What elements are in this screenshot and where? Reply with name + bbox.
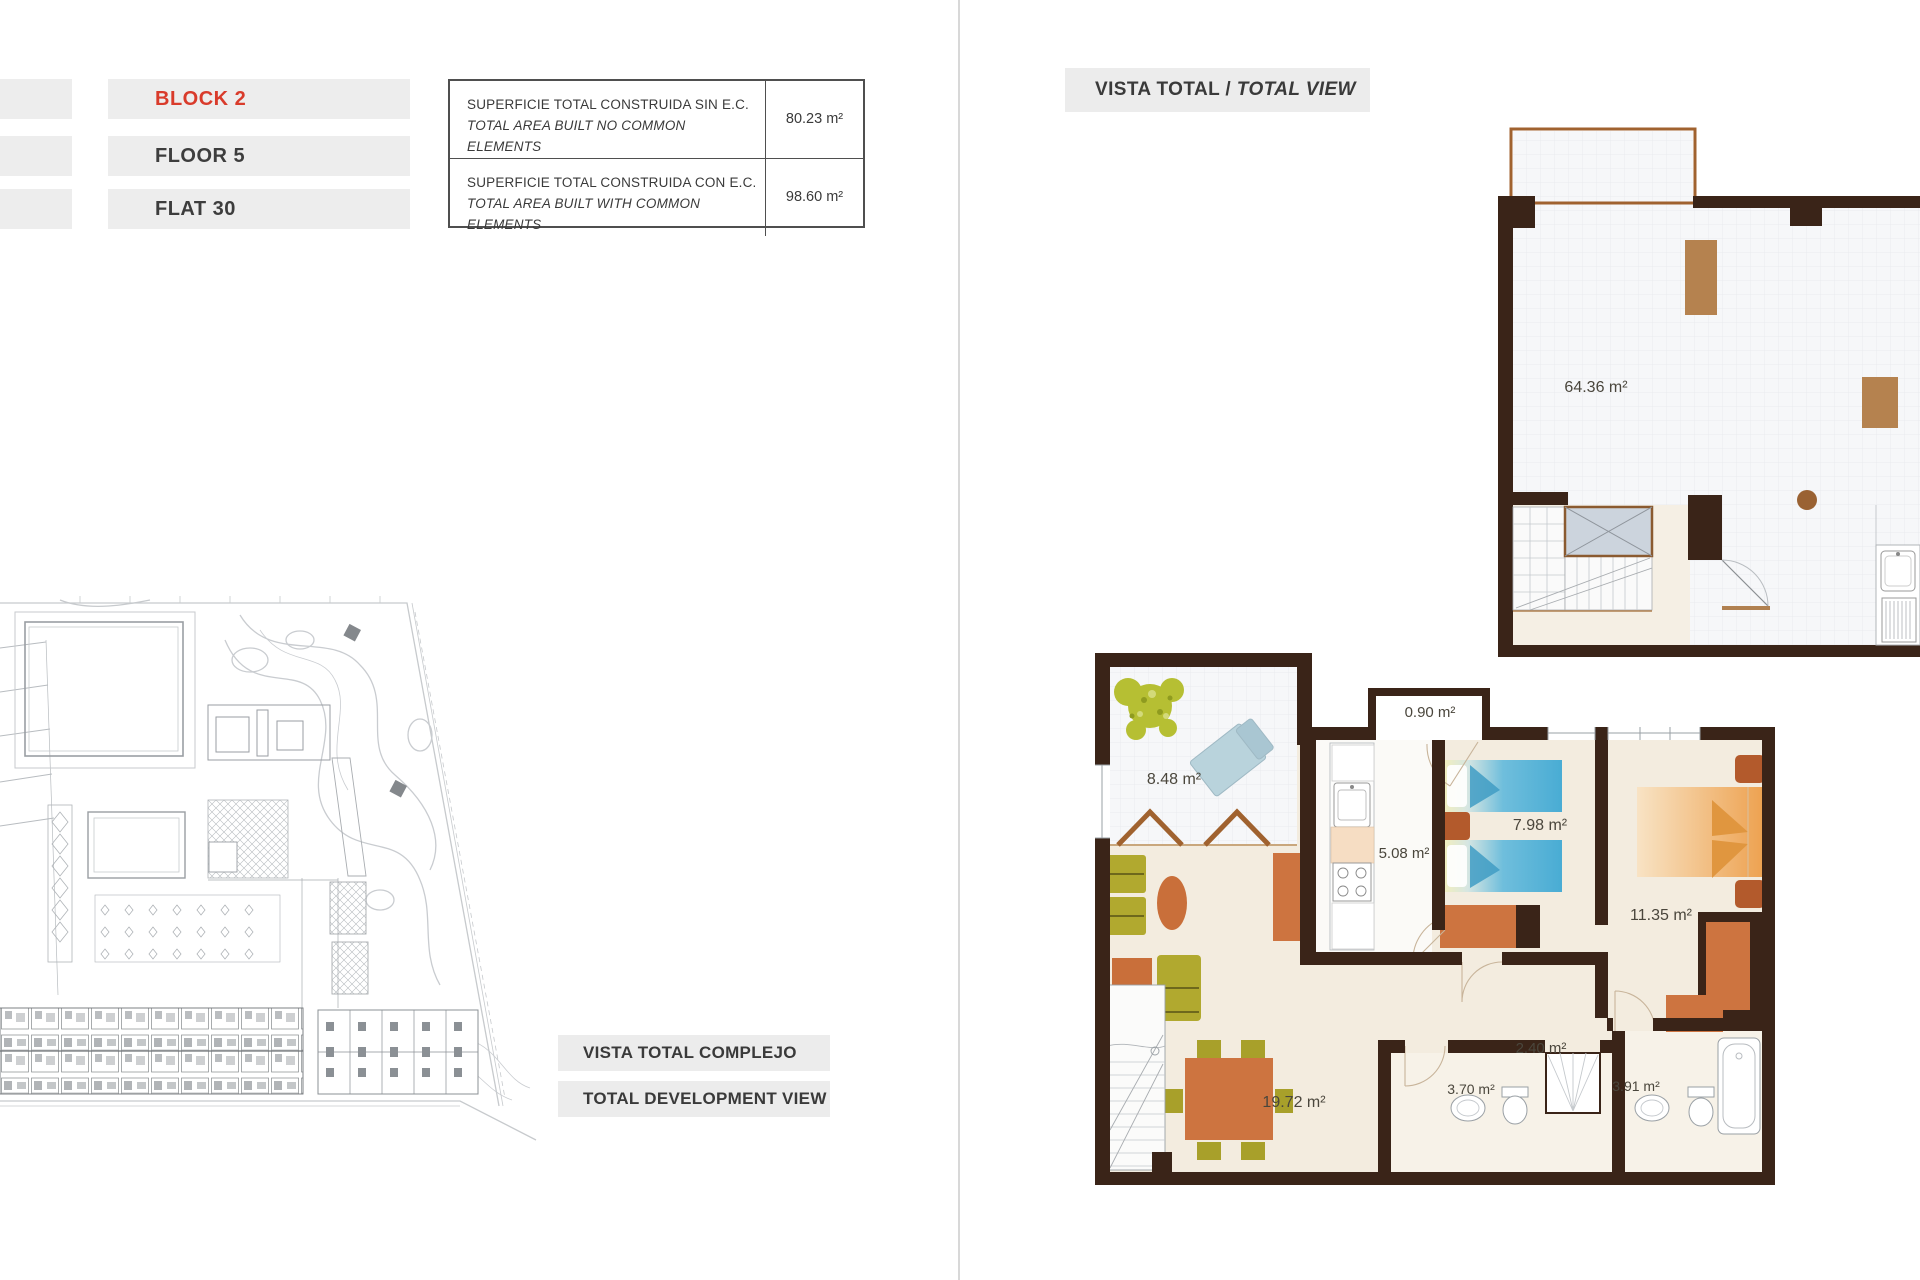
kitchen-fixtures xyxy=(1330,743,1374,950)
area-value: 80.23 m² xyxy=(765,81,863,158)
room-area-label: 3.70 m² xyxy=(1447,1081,1495,1097)
page-fold-divider xyxy=(958,0,960,1280)
housing-row-highlight xyxy=(0,1008,303,1094)
area-label xyxy=(450,81,765,158)
room-area-label: 7.98 m² xyxy=(1512,817,1568,834)
area-label-en: TOTAL AREA BUILT WITH COMMON ELEMENTS xyxy=(467,195,701,232)
planter xyxy=(1685,240,1717,315)
garden-marker xyxy=(389,780,407,798)
bathtub-icon xyxy=(1718,1038,1760,1134)
unit-selector-stub xyxy=(0,136,72,176)
nightstand xyxy=(1735,755,1765,783)
area-value: 98.60 m² xyxy=(765,159,863,236)
planter xyxy=(1862,377,1898,428)
amenity-building xyxy=(208,705,330,760)
site-plan xyxy=(0,595,545,1195)
room-area-label: 0.90 m² xyxy=(1404,704,1456,721)
garden-marker xyxy=(343,624,361,642)
table-row xyxy=(450,159,863,236)
unit-selector-stub xyxy=(0,79,72,119)
area-label-en: TOTAL AREA BUILT NO COMMON ELEMENTS xyxy=(467,117,686,154)
room-area-label: 3.91 m² xyxy=(1612,1078,1660,1094)
unit-selector-stub xyxy=(0,189,72,229)
toilet-icon xyxy=(1503,1096,1527,1124)
room-area-label: 5.08 m² xyxy=(1378,845,1430,862)
skylight xyxy=(1565,507,1652,556)
dining-table xyxy=(1185,1058,1273,1140)
nightstand xyxy=(1735,880,1765,908)
area-label-es: SUPERFICIE TOTAL CONSTRUIDA CON E.C. xyxy=(467,174,757,190)
sideboard xyxy=(1273,853,1300,941)
total-view-heading xyxy=(1065,68,1370,112)
flat-label: FLAT 30 xyxy=(108,189,410,229)
parterre-dots xyxy=(95,895,280,962)
sink-icon xyxy=(1635,1095,1669,1121)
room-area-label: 8.48 m² xyxy=(1146,771,1202,788)
room-area-label: 19.72 m² xyxy=(1262,1094,1326,1111)
stairs xyxy=(1107,985,1172,1172)
housing-block-right xyxy=(318,1010,478,1094)
roof-terrace-plan xyxy=(1490,115,1920,660)
pool-main xyxy=(15,612,195,768)
toilet-icon xyxy=(1689,1098,1713,1126)
stove-icon xyxy=(1333,863,1371,901)
areas-table xyxy=(448,79,865,232)
room-area-label: 11.35 m² xyxy=(1630,907,1692,924)
pool-second xyxy=(88,812,185,878)
ramp-stairs xyxy=(208,758,368,1008)
block-label: BLOCK 2 xyxy=(108,79,410,119)
total-view-en: TOTAL VIEW xyxy=(1231,79,1356,100)
development-view-heading-en: TOTAL DEVELOPMENT VIEW xyxy=(558,1081,830,1117)
grill-icon xyxy=(1882,598,1916,642)
sink-icon xyxy=(1451,1095,1485,1121)
table-row xyxy=(450,81,863,159)
area-label-es: SUPERFICIE TOTAL CONSTRUIDA SIN E.C. xyxy=(467,97,749,112)
room-area-label: 2.40 m² xyxy=(1515,1040,1567,1057)
planter-column xyxy=(48,805,72,962)
roof-area-label: 64.36 m² xyxy=(1564,379,1628,396)
deck-square xyxy=(209,842,237,872)
apartment-plan xyxy=(1090,650,1780,1190)
area-label xyxy=(450,159,765,236)
total-view-es: VISTA TOTAL / xyxy=(1095,79,1232,100)
development-view-heading-es: VISTA TOTAL COMPLEJO xyxy=(558,1035,830,1071)
terrace-table xyxy=(1797,490,1817,510)
pergola-tiles xyxy=(1513,131,1693,203)
coffee-table xyxy=(1157,876,1187,930)
floor-label: FLOOR 5 xyxy=(108,136,410,176)
